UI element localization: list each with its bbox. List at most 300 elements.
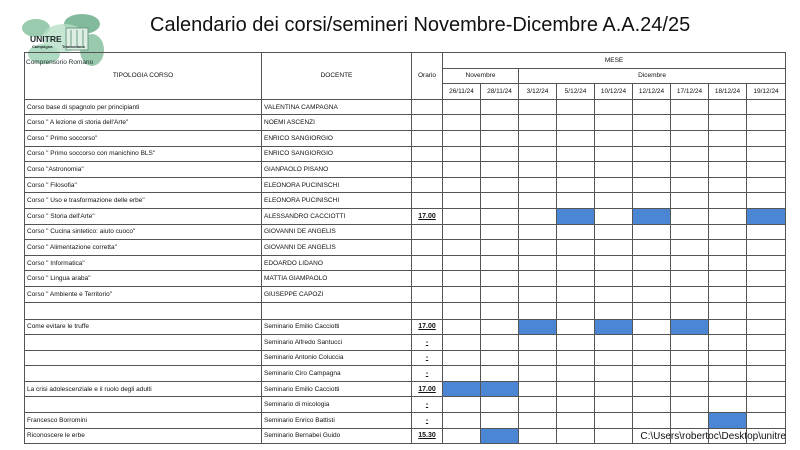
course-cell: Corso base di spagnolo per principianti [25, 99, 262, 115]
date-cell [709, 162, 747, 178]
date-cell [747, 193, 786, 209]
date-cell [595, 115, 633, 131]
date-cell [595, 302, 633, 319]
scheduled-date-cell [709, 413, 747, 429]
date-cell [481, 335, 519, 351]
date-cell [747, 302, 786, 319]
date-cell [747, 146, 786, 162]
date-cell [671, 397, 709, 413]
teacher-cell: GIOVANNI DE ANGELIS [262, 240, 412, 256]
date-cell [443, 193, 481, 209]
date-cell [481, 240, 519, 256]
date-cell [595, 208, 633, 224]
date-cell [481, 413, 519, 429]
date-cell [481, 255, 519, 271]
date-header: 3/12/24 [519, 84, 557, 100]
date-cell [671, 115, 709, 131]
date-cell [443, 115, 481, 131]
scheduled-date-cell [747, 208, 786, 224]
scheduled-date-cell [557, 208, 595, 224]
course-cell: Corso " Lingua araba" [25, 271, 262, 287]
date-header: 19/12/24 [747, 84, 786, 100]
date-cell [595, 366, 633, 382]
date-cell [557, 240, 595, 256]
date-cell [633, 413, 671, 429]
spacer-row [25, 302, 786, 319]
date-cell [633, 366, 671, 382]
date-cell [481, 350, 519, 366]
date-cell [557, 350, 595, 366]
teacher-cell: GIUSEPPE CAPOZI [262, 286, 412, 302]
date-cell [709, 319, 747, 335]
date-cell [519, 99, 557, 115]
date-cell [671, 286, 709, 302]
date-cell [633, 162, 671, 178]
header-orario: Orario [412, 53, 443, 100]
date-cell [595, 350, 633, 366]
date-cell [595, 397, 633, 413]
teacher-cell: Seminario Alfredo Santucci [262, 335, 412, 351]
time-cell [412, 115, 443, 131]
course-cell: Corso " A lezione di storia dell'Arte" [25, 115, 262, 131]
date-cell [671, 146, 709, 162]
date-cell [747, 350, 786, 366]
teacher-cell: GIANPAOLO PISANO [262, 162, 412, 178]
scheduled-date-cell [443, 381, 481, 397]
teacher-cell: Seminario Bernabei Guido [262, 428, 412, 444]
date-cell [481, 99, 519, 115]
time-cell [412, 146, 443, 162]
date-cell [709, 240, 747, 256]
course-cell: Corso " Ambiente e Territorio" [25, 286, 262, 302]
teacher-cell: Seminario Antonio Coluccia [262, 350, 412, 366]
course-cell: Corso "Astronomia" [25, 162, 262, 178]
time-cell: - [412, 350, 443, 366]
date-cell [481, 366, 519, 382]
date-cell [557, 162, 595, 178]
date-cell [595, 193, 633, 209]
header-docente: DOCENTE [262, 53, 412, 100]
date-cell [747, 177, 786, 193]
date-cell [747, 224, 786, 240]
date-cell [443, 271, 481, 287]
table-row [25, 146, 786, 162]
time-cell [412, 162, 443, 178]
date-header: 12/12/24 [633, 84, 671, 100]
date-cell [633, 240, 671, 256]
date-header: 26/11/24 [443, 84, 481, 100]
date-cell [709, 99, 747, 115]
date-cell [709, 208, 747, 224]
date-cell [633, 397, 671, 413]
table-row [25, 381, 786, 397]
date-cell [481, 224, 519, 240]
table-row [25, 413, 786, 429]
date-cell [709, 381, 747, 397]
time-cell [412, 240, 443, 256]
table-row [25, 115, 786, 131]
date-cell [519, 335, 557, 351]
date-cell [443, 146, 481, 162]
date-cell [519, 224, 557, 240]
time-cell: - [412, 366, 443, 382]
date-cell [443, 224, 481, 240]
date-cell [557, 302, 595, 319]
teacher-cell: Seminario di micologia [262, 397, 412, 413]
time-cell [412, 99, 443, 115]
date-cell [595, 286, 633, 302]
time-cell: 17.00 [412, 381, 443, 397]
date-cell [519, 366, 557, 382]
date-cell [747, 319, 786, 335]
date-cell [709, 224, 747, 240]
date-cell [557, 130, 595, 146]
course-cell: Francesco Borromini [25, 413, 262, 429]
time-cell: - [412, 397, 443, 413]
table-row [25, 177, 786, 193]
date-cell [519, 255, 557, 271]
date-cell [519, 413, 557, 429]
date-cell [557, 224, 595, 240]
header-dicembre: Dicembre [519, 68, 786, 84]
date-cell [595, 428, 633, 444]
date-cell [557, 413, 595, 429]
teacher-cell: Seminario Emilio Cacciotti [262, 381, 412, 397]
date-cell [557, 146, 595, 162]
time-cell [412, 130, 443, 146]
time-cell: - [412, 413, 443, 429]
date-cell [709, 350, 747, 366]
date-cell [481, 193, 519, 209]
table-row [25, 366, 786, 382]
date-cell [557, 428, 595, 444]
logo-text-unitre: UNITRE [30, 34, 62, 44]
scheduled-date-cell [671, 319, 709, 335]
scheduled-date-cell [481, 428, 519, 444]
date-cell [747, 162, 786, 178]
date-header: 17/12/24 [671, 84, 709, 100]
scheduled-date-cell [481, 381, 519, 397]
date-cell [557, 99, 595, 115]
date-cell [747, 366, 786, 382]
course-cell [25, 302, 262, 319]
teacher-cell: ELEONORA PUCINISCHI [262, 177, 412, 193]
date-header: 10/12/24 [595, 84, 633, 100]
date-cell [709, 302, 747, 319]
date-cell [709, 130, 747, 146]
logo-text-tramontana: Tramontana [62, 44, 85, 49]
time-cell [412, 255, 443, 271]
date-cell [633, 99, 671, 115]
date-cell [443, 208, 481, 224]
date-cell [747, 335, 786, 351]
date-cell [633, 255, 671, 271]
date-cell [671, 162, 709, 178]
date-cell [481, 146, 519, 162]
date-cell [709, 146, 747, 162]
teacher-cell: EDOARDO LIDANO [262, 255, 412, 271]
date-cell [519, 302, 557, 319]
teacher-cell: VALENTINA CAMPAGNA [262, 99, 412, 115]
date-cell [443, 162, 481, 178]
time-cell: 15.30 [412, 428, 443, 444]
date-header: 18/12/24 [709, 84, 747, 100]
date-cell [443, 350, 481, 366]
date-cell [557, 271, 595, 287]
date-cell [443, 286, 481, 302]
date-cell [709, 286, 747, 302]
header-mese: MESE [443, 53, 786, 69]
date-cell [747, 115, 786, 131]
page-title: Calendario dei corsi/semineri Novembre-Dicembre A.A.24/25 [150, 14, 691, 36]
header-novembre: Novembre [443, 68, 519, 84]
teacher-cell: MATTIA GIAMPAOLO [262, 271, 412, 287]
date-cell [633, 335, 671, 351]
time-cell: 17.00 [412, 319, 443, 335]
scheduled-date-cell [595, 319, 633, 335]
date-cell [443, 428, 481, 444]
time-cell [412, 302, 443, 319]
teacher-cell: GIOVANNI DE ANGELIS [262, 224, 412, 240]
teacher-cell: Seminario Enrico Battisti [262, 413, 412, 429]
date-cell [709, 271, 747, 287]
date-cell [557, 319, 595, 335]
date-cell [633, 381, 671, 397]
teacher-cell: ENRICO SANGIORGIO [262, 130, 412, 146]
date-cell [519, 146, 557, 162]
table-row [25, 350, 786, 366]
course-cell [25, 335, 262, 351]
time-cell [412, 286, 443, 302]
teacher-cell [262, 302, 412, 319]
table-row [25, 286, 786, 302]
date-cell [633, 319, 671, 335]
table-row [25, 193, 786, 209]
date-cell [481, 302, 519, 319]
course-cell: Corso " Informatica" [25, 255, 262, 271]
time-cell [412, 177, 443, 193]
date-cell [747, 381, 786, 397]
date-cell [747, 130, 786, 146]
date-cell [747, 255, 786, 271]
date-cell [671, 193, 709, 209]
time-cell [412, 193, 443, 209]
date-cell [747, 286, 786, 302]
date-cell [443, 366, 481, 382]
date-cell [595, 99, 633, 115]
date-cell [633, 146, 671, 162]
date-cell [443, 319, 481, 335]
date-cell [443, 302, 481, 319]
date-cell [671, 240, 709, 256]
date-cell [595, 335, 633, 351]
date-cell [633, 350, 671, 366]
logo-subtitle: Comprensorio Romano [26, 59, 94, 66]
date-cell [481, 130, 519, 146]
date-cell [671, 381, 709, 397]
date-cell [595, 177, 633, 193]
table-row [25, 162, 786, 178]
date-cell [595, 130, 633, 146]
course-cell: Corso " Alimentazione corretta" [25, 240, 262, 256]
date-cell [633, 193, 671, 209]
date-cell [519, 271, 557, 287]
date-cell [519, 193, 557, 209]
date-cell [443, 255, 481, 271]
date-cell [671, 130, 709, 146]
date-cell [709, 193, 747, 209]
date-cell [671, 335, 709, 351]
course-cell: Corso " Primo soccorso" [25, 130, 262, 146]
date-cell [709, 177, 747, 193]
course-cell: Corso " Cucina sintetico: aiuto cuoco" [25, 224, 262, 240]
date-cell [671, 99, 709, 115]
date-cell [519, 428, 557, 444]
course-cell: La crisi adolescenziale e il ruolo degli adulti [25, 381, 262, 397]
date-cell [595, 224, 633, 240]
date-cell [557, 115, 595, 131]
date-cell [519, 381, 557, 397]
date-cell [595, 146, 633, 162]
date-cell [443, 99, 481, 115]
date-cell [443, 130, 481, 146]
date-cell [709, 366, 747, 382]
date-cell [671, 350, 709, 366]
course-cell: Corso " Primo soccorso con manichino BLS" [25, 146, 262, 162]
date-cell [671, 208, 709, 224]
date-cell [481, 177, 519, 193]
time-cell: 17.00 [412, 208, 443, 224]
table-row [25, 255, 786, 271]
date-cell [519, 130, 557, 146]
table-row [25, 240, 786, 256]
time-cell [412, 271, 443, 287]
course-cell: Corso " Storia dell'Arte" [25, 208, 262, 224]
date-cell [481, 286, 519, 302]
table-row [25, 130, 786, 146]
date-cell [519, 240, 557, 256]
date-cell [709, 255, 747, 271]
date-cell [633, 271, 671, 287]
date-cell [747, 271, 786, 287]
date-cell [481, 162, 519, 178]
date-cell [595, 240, 633, 256]
date-cell [557, 177, 595, 193]
scheduled-date-cell [519, 319, 557, 335]
date-cell [633, 115, 671, 131]
date-cell [519, 162, 557, 178]
date-cell [519, 208, 557, 224]
header-tipologia: TIPOLOGIA CORSO [25, 53, 262, 100]
date-cell [671, 302, 709, 319]
table-row [25, 319, 786, 335]
table-row [25, 271, 786, 287]
course-cell: Riconoscere le erbe [25, 428, 262, 444]
date-cell [633, 224, 671, 240]
footer-file-path: C:\Users\robertoc\Desktop\unitre [640, 431, 786, 442]
date-cell [633, 302, 671, 319]
teacher-cell: NOEMI ASCENZI [262, 115, 412, 131]
date-header: 5/12/24 [557, 84, 595, 100]
date-cell [557, 397, 595, 413]
date-cell [747, 413, 786, 429]
date-cell [519, 115, 557, 131]
table-row [25, 99, 786, 115]
course-cell [25, 397, 262, 413]
date-cell [633, 286, 671, 302]
table-row [25, 335, 786, 351]
date-cell [557, 366, 595, 382]
date-cell [595, 162, 633, 178]
scheduled-date-cell [633, 208, 671, 224]
course-cell: Corso " Filosofia" [25, 177, 262, 193]
date-cell [671, 366, 709, 382]
date-cell [747, 397, 786, 413]
date-cell [709, 335, 747, 351]
date-cell [557, 286, 595, 302]
date-cell [443, 240, 481, 256]
table-row [25, 224, 786, 240]
date-cell [671, 177, 709, 193]
date-cell [481, 208, 519, 224]
teacher-cell: Seminario Emilio Cacciotti [262, 319, 412, 335]
date-cell [633, 177, 671, 193]
date-cell [443, 397, 481, 413]
date-cell [595, 381, 633, 397]
date-cell [747, 240, 786, 256]
date-cell [481, 115, 519, 131]
date-cell [519, 177, 557, 193]
date-cell [557, 381, 595, 397]
date-cell [747, 99, 786, 115]
course-cell [25, 350, 262, 366]
time-cell [412, 224, 443, 240]
date-cell [519, 286, 557, 302]
date-cell [519, 350, 557, 366]
date-cell [709, 115, 747, 131]
date-cell [595, 271, 633, 287]
table-row [25, 208, 786, 224]
date-cell [557, 255, 595, 271]
date-cell [481, 271, 519, 287]
date-cell [671, 255, 709, 271]
date-cell [443, 177, 481, 193]
table-row [25, 397, 786, 413]
time-cell: - [412, 335, 443, 351]
course-cell: Come evitare le truffe [25, 319, 262, 335]
date-cell [481, 397, 519, 413]
teacher-cell: Seminario Ciro Campagna [262, 366, 412, 382]
teacher-cell: ELEONORA PUCINISCHI [262, 193, 412, 209]
schedule-table [24, 52, 786, 444]
date-cell [671, 413, 709, 429]
date-cell [519, 397, 557, 413]
date-cell [557, 335, 595, 351]
date-cell [633, 130, 671, 146]
course-cell: Corso " Uso e trasformazione delle erbe" [25, 193, 262, 209]
date-header: 28/11/24 [481, 84, 519, 100]
date-cell [671, 271, 709, 287]
course-cell [25, 366, 262, 382]
teacher-cell: ENRICO SANGIORGIO [262, 146, 412, 162]
date-cell [443, 413, 481, 429]
date-cell [671, 224, 709, 240]
date-cell [709, 397, 747, 413]
logo-text-campagna: Campagna [32, 44, 53, 49]
teacher-cell: ALESSANDRO CACCIOTTI [262, 208, 412, 224]
date-cell [595, 255, 633, 271]
date-cell [595, 413, 633, 429]
